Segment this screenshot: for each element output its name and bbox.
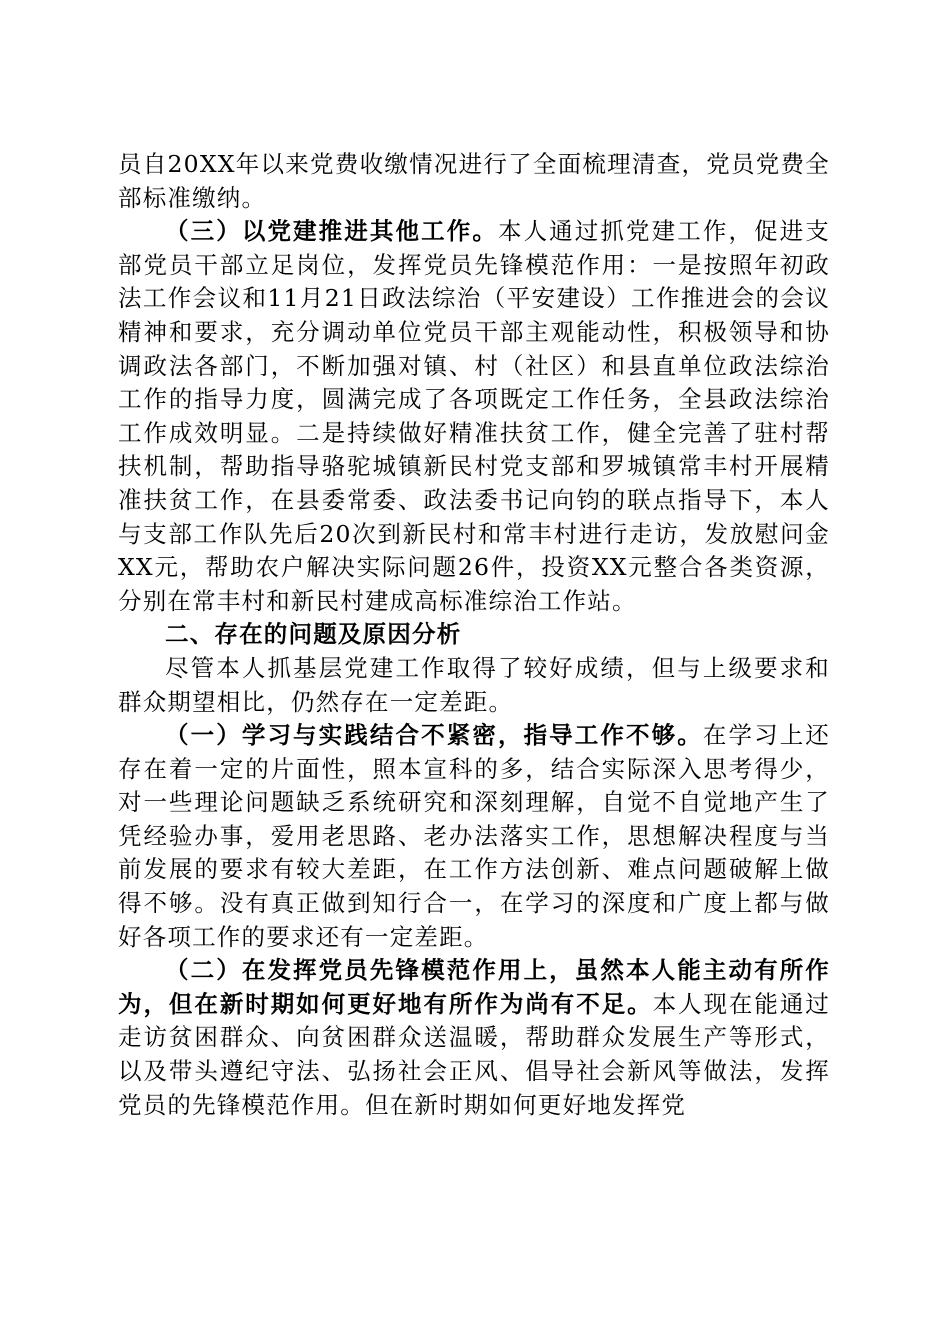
paragraph-text: 本人现在能通过走访贫困群众、向贫困群众送温暖，帮助群众发展生产等形式，以及带头遵纪守法、弘扬社会正风、倡导社会新风等做法，发挥党员的先锋模范作用。但在新时期如何更好地发挥党 xyxy=(118,989,830,1119)
paragraph-study-practice xyxy=(118,719,830,954)
paragraph-text: 在学习上还存在着一定的片面性，照本宣科的多，结合实际深入思考得少，对一些理论问题缺乏系统研究和深刻理解，自觉不自觉地产生了凭经验办事，爱用老思路、老办法落实工作，思想解决程度与当前发展的要求有较大差距，在工作方法创新、难点问题破解上做得不够。没有真正做到知行合一，在学习的深度和广度上都与做好各项工作的要求还有一定差距。 xyxy=(118,721,831,951)
paragraph-text: 尽管本人抓基层党建工作取得了较好成绩，但与上级要求和群众期望相比，仍然存在一定差距。 xyxy=(118,653,830,716)
paragraph-lead: （二）在发挥党员先锋模范作用上，虽然本人能主动有所作为，但在新时期如何更好地有所作为尚有不足。 xyxy=(118,956,830,1018)
paragraph-lead: （三）以党建推进其他工作。 xyxy=(165,217,498,246)
paragraph-continuation xyxy=(118,148,830,215)
paragraph-lead: （一）学习与实践结合不紧密，指导工作不够。 xyxy=(165,721,703,750)
paragraph-vanguard-role xyxy=(118,954,830,1122)
paragraph-text: 员自20XX年以来党费收缴情况进行了全面梳理清查，党员党费全部标准缴纳。 xyxy=(118,150,830,212)
section-heading-problems: 二、存在的问题及原因分析 xyxy=(165,620,462,649)
paragraph-party-building-other-work xyxy=(118,215,830,618)
paragraph-problems-intro xyxy=(118,652,830,719)
paragraph-text: 本人通过抓党建工作，促进支部党员干部立足岗位，发挥党员先锋模范作用：一是按照年初政法工作会议和11月21日政法综治（平安建设）工作推进会的会议精神和要求，充分调动单位党员干部主观能动性，积极领导和协调政法各部门，不断加强对镇、村（社区）和县直单位政法综治工作的指导力度，圆满完成了各项既定工作任务，全县政法综治工作成效明显。二是持续做好精准扶贫工作，健全完善了驻村帮扶机制，帮助指导骆驼城镇新民村党支部和罗城镇常丰村开展精准扶贫工作，在县委常委、政法委书记向钧的联点指导下，本人与支部工作队先后20次到新民村和常丰村进行走访，发放慰问金XX元，帮助农户解决实际问题26件，投资XX元整合各类资源，分别在常丰村和新民村建成高标准综治工作站。 xyxy=(118,217,830,615)
document-body xyxy=(118,148,830,1122)
